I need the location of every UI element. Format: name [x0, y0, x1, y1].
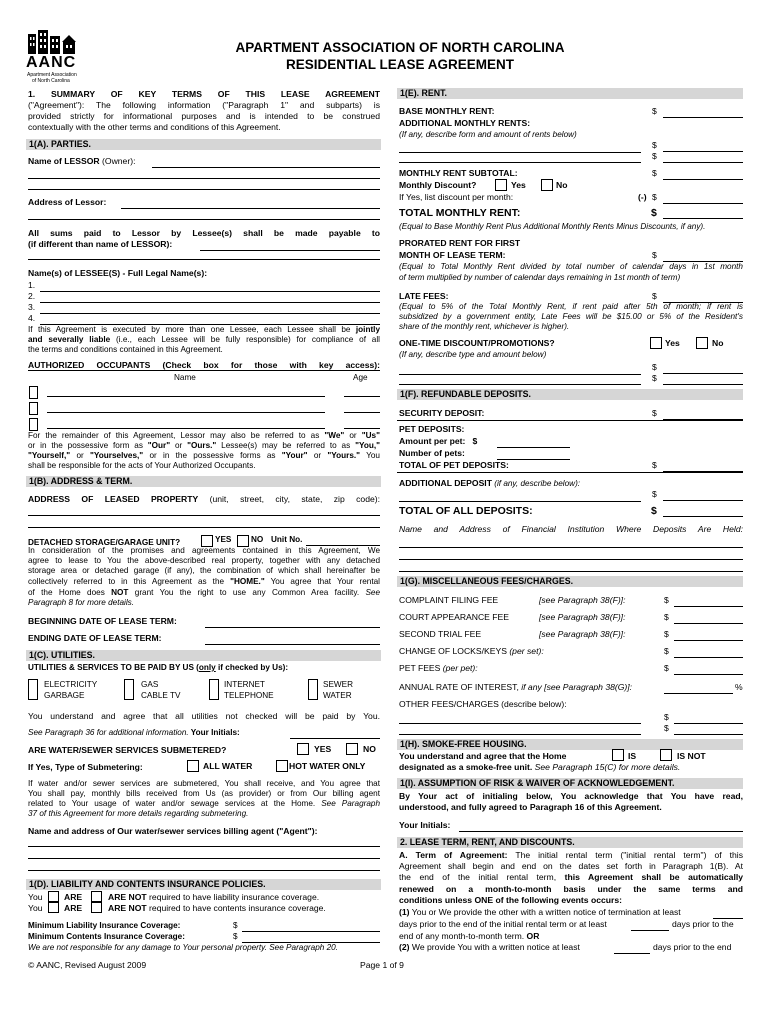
min-contents-label: Minimum Contents Insurance Coverage:: [28, 932, 185, 941]
liability-are-not-checkbox[interactable]: [91, 891, 102, 902]
gas-label: GAS: [141, 680, 159, 689]
complaint-fee-ref: [see Paragraph 38(F)]:: [539, 595, 626, 605]
you-label-1: You: [28, 892, 43, 902]
complaint-fee-dollar: $: [664, 595, 669, 605]
occupant-3-age-field[interactable]: [344, 428, 380, 429]
event-1-text-4: end of any month-to-month term. OR: [399, 931, 540, 941]
occupants-heading-underline: [28, 370, 380, 371]
summary-heading: 1. SUMMARY OF KEY TERMS OF THIS LEASE AGREEMENT: [28, 89, 380, 99]
notice-days-landlord-field[interactable]: [614, 943, 650, 954]
summary-text-1: ("Agreement"): The following information ("Paragraph 1" and subparts) is: [28, 100, 380, 110]
pet-fees-dollar: $: [664, 663, 669, 673]
consideration-text-6: Paragraph 8 for more details.: [28, 598, 135, 607]
financial-institution-line-1[interactable]: [399, 547, 743, 548]
base-rent-label: BASE MONTHLY RENT:: [399, 106, 495, 116]
smoke-is-not-checkbox[interactable]: [660, 749, 672, 761]
financial-institution-line-2[interactable]: [399, 559, 743, 560]
discount-no-label: No: [556, 180, 568, 190]
pet-deposits-label: PET DEPOSITS:: [399, 424, 465, 434]
total-monthly-rent-label: TOTAL MONTHLY RENT:: [399, 207, 521, 219]
consideration-text-3: storage area or detached garage (if any), the combination of which shall hereinafter be: [28, 566, 380, 575]
lessee-1-field[interactable]: [40, 281, 380, 292]
submeter-no-checkbox[interactable]: [346, 743, 358, 755]
min-contents-dollar: $: [233, 932, 238, 941]
aanc-logo: [26, 26, 78, 90]
page-title: APARTMENT ASSOCIATION OF NORTH CAROLINA: [235, 40, 565, 55]
section-1f-deposits: 1(F). REFUNDABLE DEPOSITS.: [397, 389, 743, 400]
occupants-heading: AUTHORIZED OCCUPANTS (Check box for those with key access):: [28, 360, 380, 370]
number-of-pets-label: Number of pets:: [399, 448, 465, 458]
occupants-age-col: Age: [353, 373, 368, 382]
prorated-note-1: (Equal to Total Monthly Rent divided by total number of calendar days in 1st month: [399, 262, 743, 271]
number-of-pets-field[interactable]: [497, 449, 570, 460]
occupant-3-name-field[interactable]: [47, 428, 325, 429]
logo-wordmark: AANC: [26, 54, 77, 71]
payable-text-2: (if different than name of LESSOR):: [28, 239, 173, 249]
submeter-text-4: 37 of this Agreement for more details regarding submetering.: [28, 809, 249, 818]
billing-agent-line-2[interactable]: [28, 858, 380, 859]
pet-fees-label: PET FEES (per pet):: [399, 663, 478, 673]
second-trial-label: SECOND TRIAL FEE: [399, 629, 482, 639]
leased-address-line-2[interactable]: [28, 527, 380, 528]
second-trial-ref: [see Paragraph 38(F)]:: [539, 629, 626, 639]
consideration-text-2: agree to lease to You the above-described real property, together with any detached: [28, 556, 380, 565]
amount-per-pet-label: Amount per pet: $: [399, 436, 478, 446]
interest-percent: %: [735, 682, 743, 692]
electricity-label: ELECTRICITY: [44, 680, 98, 689]
court-fee-label: COURT APPEARANCE FEE: [399, 612, 509, 622]
additional-rents-label: ADDITIONAL MONTHLY RENTS:: [399, 118, 531, 128]
occupant-2-name-field[interactable]: [47, 412, 325, 413]
pet-divider: [397, 472, 743, 473]
risk-text-1: By Your act of initialing below, You acknowledge that You have read,: [399, 791, 743, 801]
risk-initials-field[interactable]: [459, 821, 743, 832]
billing-agent-line-1[interactable]: [28, 846, 380, 847]
total-monthly-rent-field[interactable]: [663, 208, 743, 219]
utilities-paid-label: UTILITIES & SERVICES TO BE PAID BY US (only if checked by Us):: [28, 663, 289, 672]
footer-page-number: Page 1 of 9: [360, 960, 404, 970]
smoke-is-not-label: IS NOT: [677, 751, 706, 761]
lessee-3-field[interactable]: [40, 303, 380, 314]
lessor-line-2[interactable]: [28, 178, 380, 179]
onetime-discount-label: ONE-TIME DISCOUNT/PROMOTIONS?: [399, 338, 555, 348]
building-icon: [26, 26, 78, 56]
lessee-4-field[interactable]: [40, 314, 380, 325]
other-fee-desc-2[interactable]: [399, 724, 641, 735]
additional-deposit-label: ADDITIONAL DEPOSIT (if any, describe below):: [399, 478, 581, 488]
lessee-num-1: 1.: [28, 280, 36, 290]
onetime-amount-1[interactable]: [663, 363, 743, 374]
joint-liability-text-2: and severally liable (i.e., each Lessee will be fully responsible) for compliance of all: [28, 335, 380, 344]
late-fees-note-1: (Equal to 5% of the Total Monthly Rent, if rent paid after 5th of month; if rent is: [399, 302, 743, 311]
security-deposit-dollar: $: [652, 408, 657, 418]
consideration-text-4: collectively referred to in this Agreement as the "HOME." You agree that Your rental: [28, 577, 381, 586]
contents-are-not-text: ARE NOT required to have contents insurance coverage.: [108, 903, 326, 913]
interest-rate-field[interactable]: [664, 683, 733, 694]
late-fees-note-2: subsidized by a government entity, Late Fees will be $15.00 or 5% of the Resident's: [399, 312, 743, 321]
submeter-text-2: You shall pay, monthly bills received from Us (as provider) or from Our billing agent: [28, 789, 380, 798]
subtotal-dollar: $: [652, 168, 657, 178]
lessee-num-2: 2.: [28, 291, 36, 301]
event-1-text-2: days prior to the end of the initial rental term or at least: [399, 919, 607, 929]
security-deposit-label: SECURITY DEPOSIT:: [399, 408, 485, 418]
discount-yes-checkbox[interactable]: [495, 179, 507, 191]
submeter-text-3: related to Your usage of water and/or sewage services at the Home. See Paragraph: [28, 799, 381, 808]
occupants-name-col: Name: [174, 373, 196, 382]
summary-text-3: contextually with the other terms and conditions of this Agreement.: [28, 122, 281, 132]
contents-are-not-checkbox[interactable]: [91, 902, 102, 913]
onetime-no-checkbox[interactable]: [696, 337, 708, 349]
lessee-num-4: 4.: [28, 313, 36, 323]
term-agreement-text-5: conditions unless ONE of the following events occurs:: [399, 895, 622, 905]
all-water-checkbox[interactable]: [187, 760, 199, 772]
subtotal-field[interactable]: [663, 169, 743, 180]
list-discount-label: If Yes, list discount per month:: [399, 192, 514, 202]
submeter-yes-label: YES: [314, 744, 332, 754]
other-fee-amount-2[interactable]: [674, 724, 743, 735]
financial-institution-line-3[interactable]: [399, 571, 743, 572]
submeter-text-1: If water and/or sewer services are submetered, You shall receive, and You agree that: [28, 779, 380, 788]
consideration-text-1: In consideration of the promises and agreements contained in this Agreement, We: [28, 546, 380, 555]
logo-subtitle-2: of North Carolina: [32, 78, 70, 84]
submeter-type-label: If Yes, Type of Submetering:: [28, 762, 143, 772]
you-label-2: You: [28, 903, 43, 913]
late-fees-note-3: share of the monthly rent, whichever is higher).: [399, 322, 570, 331]
onetime-no-label: No: [712, 338, 724, 348]
addl-rent-amount-1[interactable]: [663, 141, 743, 152]
notice-days-month-field[interactable]: [631, 920, 669, 931]
electricity-checkbox[interactable]: [28, 679, 38, 700]
all-water-label: ALL WATER: [203, 761, 253, 771]
total-monthly-rent-dollar: $: [651, 207, 657, 219]
prorated-dollar: $: [652, 250, 657, 260]
other-fee-desc-1[interactable]: [399, 713, 641, 724]
see-paragraph-36: See Paragraph 36 for additional information. Your Initials:: [28, 728, 240, 737]
footer-copyright: © AANC, Revised August 2009: [28, 960, 147, 970]
joint-liability-text-1: If this Agreement is executed by more than one Lessee, each Lessee shall be jointly: [28, 325, 381, 334]
unit-no-label: Unit No.: [271, 535, 303, 544]
prorated-label-1: PRORATED RENT FOR FIRST: [399, 238, 521, 248]
total-deposits-field[interactable]: [663, 506, 743, 517]
discount-yes-label: Yes: [511, 180, 526, 190]
logo-subtitle-1: Apartment Association: [27, 72, 77, 78]
lessor-address-line-2[interactable]: [28, 219, 380, 220]
base-rent-field[interactable]: [663, 107, 743, 118]
discount-amount-field[interactable]: [663, 193, 743, 204]
leased-address-label: ADDRESS OF LEASED PROPERTY (unit, street, city, state, zip code):: [28, 494, 380, 504]
occupant-1-age-field[interactable]: [344, 396, 380, 397]
late-fees-label: LATE FEES:: [399, 291, 449, 301]
event-2-text-1: (2) We provide You with a written notice at least: [399, 942, 580, 952]
event-1-text-3: days prior to the: [672, 919, 734, 929]
submeter-question: ARE WATER/SEWER SERVICES SUBMETERED?: [28, 745, 227, 755]
occupant-1-name-field[interactable]: [47, 396, 325, 397]
total-deposits-dollar: $: [651, 505, 657, 517]
addl-rent-amount-2[interactable]: [663, 152, 743, 163]
section-1g-fees: 1(G). MISCELLANEOUS FEES/CHARGES.: [397, 576, 743, 587]
late-fees-dollar: $: [652, 291, 657, 301]
term-agreement-text-3: the end of the initial rental term, this Agreement shall be automatically: [399, 872, 743, 882]
other-fee-amount-1[interactable]: [674, 713, 743, 724]
onetime-amount-2[interactable]: [663, 374, 743, 385]
remainder-text-1: For the remainder of this Agreement, Lessor may also be referred to as "We" or "Us": [28, 431, 380, 440]
addl-deposit-amount[interactable]: [663, 490, 743, 501]
billing-agent-line-3[interactable]: [28, 870, 380, 871]
water-label: WATER: [323, 691, 352, 700]
beginning-date-label: BEGINNING DATE OF LEASE TERM:: [28, 616, 177, 626]
onetime-dollar-1: $: [652, 362, 657, 372]
smoke-free-text-1: You understand and agree that the Home: [399, 751, 567, 761]
lessor-address-label: Address of Lessor:: [28, 197, 107, 207]
smoke-is-checkbox[interactable]: [612, 749, 624, 761]
event-2-text-2: days prior to the end: [653, 942, 732, 952]
lessor-line-3[interactable]: [28, 189, 380, 190]
financial-institution-label: Name and Address of Financial Institution Where Deposits Are Held:: [399, 524, 743, 534]
onetime-dollar-2: $: [652, 373, 657, 383]
additional-rents-note: (If any, describe form and amount of rents below): [399, 130, 577, 139]
risk-text-2: understood, and fully agreed to Paragraph 16 of this Agreement.: [399, 802, 662, 812]
beginning-date-field[interactable]: [205, 617, 380, 628]
second-trial-dollar: $: [664, 629, 669, 639]
storage-no-label: NO: [251, 535, 264, 544]
section-1c-utilities: 1(C). UTILITIES.: [26, 650, 381, 661]
not-responsible-text: We are not responsible for any damage to Your personal property. See Paragraph 20.: [28, 943, 338, 952]
second-trial-field[interactable]: [674, 630, 743, 641]
term-agreement-text-4: renewed on a month-to-month basis under the same terms and: [399, 884, 743, 894]
hot-water-checkbox[interactable]: [276, 760, 288, 772]
security-deposit-field[interactable]: [663, 409, 743, 420]
leased-address-line-1[interactable]: [28, 515, 380, 516]
payable-line-2[interactable]: [28, 259, 380, 260]
smoke-is-label: IS: [628, 751, 637, 761]
payable-text-1: All sums paid to Lessor by Lessee(s) shall be made payable to: [28, 228, 380, 238]
court-fee-ref: [see Paragraph 38(F)]:: [539, 612, 626, 622]
addl-rent-dollar-2: $: [652, 151, 657, 161]
internet-checkbox[interactable]: [209, 679, 219, 700]
ending-date-label: ENDING DATE OF LEASE TERM:: [28, 633, 162, 643]
min-contents-field[interactable]: [242, 932, 380, 943]
complaint-fee-field[interactable]: [674, 596, 743, 607]
pet-fees-field[interactable]: [674, 664, 743, 675]
interest-rate-label: ANNUAL RATE OF INTEREST, if any [see Paragraph 38(G)]:: [399, 682, 633, 692]
total-deposits-label: TOTAL OF ALL DEPOSITS:: [399, 505, 533, 517]
term-agreement-text-2: Agreement shall begin and end on the dates set forth in Paragraph 1(B). At: [399, 861, 743, 871]
locks-fee-field[interactable]: [674, 647, 743, 658]
addl-deposit-desc[interactable]: [399, 491, 641, 502]
summary-text-2: provided strictly for informational purposes and is intended to be construed: [28, 111, 380, 121]
ending-date-field[interactable]: [205, 634, 380, 645]
liability-are-checkbox[interactable]: [48, 891, 59, 902]
lessees-label: Name(s) of LESSEE(S) - Full Legal Name(s):: [28, 268, 208, 278]
section-1h-smoke-free: 1(H). SMOKE-FREE HOUSING.: [397, 739, 743, 750]
onetime-yes-label: Yes: [665, 338, 680, 348]
onetime-yes-checkbox[interactable]: [650, 337, 662, 349]
sewer-label: SEWER: [323, 680, 354, 689]
discount-minus: (-): [638, 192, 647, 202]
internet-label: INTERNET: [224, 680, 265, 689]
cable-tv-label: CABLE TV: [141, 691, 181, 700]
discount-label: Monthly Discount?: [399, 180, 477, 190]
submeter-yes-checkbox[interactable]: [297, 743, 309, 755]
discount-no-checkbox[interactable]: [541, 179, 553, 191]
gas-checkbox[interactable]: [124, 679, 134, 700]
addl-rent-desc-2[interactable]: [399, 152, 641, 163]
remainder-text-4: shall be responsible for the acts of Your Authorized Occupants.: [28, 461, 256, 470]
joint-liability-text-3: the terms and conditions contained in this Agreement.: [28, 345, 223, 354]
total-pet-deposits-label: TOTAL OF PET DEPOSITS:: [399, 460, 509, 470]
lessee-2-field[interactable]: [40, 292, 380, 303]
telephone-label: TELEPHONE: [224, 691, 274, 700]
other-fees-label: OTHER FEES/CHARGES (describe below):: [399, 699, 567, 709]
payable-to-field[interactable]: [200, 240, 380, 251]
section-1a-parties: 1(A). PARTIES.: [26, 139, 381, 150]
liability-are-not-text: ARE NOT required to have liability insurance coverage.: [108, 892, 320, 902]
garbage-label: GARBAGE: [44, 691, 85, 700]
occupant-2-age-field[interactable]: [344, 412, 380, 413]
lessor-name-field[interactable]: [152, 157, 380, 168]
min-liability-dollar: $: [233, 921, 238, 930]
notice-days-initial-field[interactable]: [713, 908, 743, 919]
total-pet-deposits-field[interactable]: [663, 461, 743, 472]
consideration-text-5: of the Home does NOT grant You the right to use any Common Area facility. See: [28, 588, 381, 597]
risk-initials-label: Your Initials:: [399, 820, 451, 830]
unit-no-field[interactable]: [306, 535, 380, 546]
remainder-text-2: or in the possessive form as "Our" or "Ours." Lessee(s) may be referred to as "You,": [28, 441, 380, 450]
min-liability-field[interactable]: [242, 921, 380, 932]
onetime-note: (If any, describe type and amount below): [399, 350, 547, 359]
section-1i-risk: 1(I). ASSUMPTION OF RISK & WAIVER OF ACKNOWLEDGEMENT.: [397, 778, 743, 789]
occupant-1-key-checkbox[interactable]: [29, 386, 38, 399]
section-1d-insurance: 1(D). LIABILITY AND CONTENTS INSURANCE POLICIES.: [26, 879, 381, 890]
court-fee-field[interactable]: [674, 613, 743, 624]
section-2-lease-term: 2. LEASE TERM, RENT, AND DISCOUNTS.: [397, 837, 743, 848]
addl-rent-dollar-1: $: [652, 140, 657, 150]
complaint-fee-label: COMPLAINT FILING FEE: [399, 595, 499, 605]
smoke-free-text-2: designated as a smoke-free unit. See Paragraph 15(C) for more details.: [399, 762, 681, 772]
subtotal-label: MONTHLY RENT SUBTOTAL:: [399, 168, 518, 178]
prorated-label-2: MONTH OF LEASE TERM:: [399, 250, 506, 260]
base-rent-dollar: $: [652, 106, 657, 116]
billing-agent-label: Name and address of Our water/sewer services billing agent ("Agent"):: [28, 826, 318, 836]
occupant-2-key-checkbox[interactable]: [29, 402, 38, 415]
lessor-label: Name of LESSOR (Owner):: [28, 156, 136, 166]
submeter-no-label: NO: [363, 744, 376, 754]
liability-are-label: ARE: [64, 892, 83, 902]
occupant-3-key-checkbox[interactable]: [29, 418, 38, 431]
lessor-address-field[interactable]: [121, 198, 380, 209]
hot-water-label: HOT WATER ONLY: [289, 761, 366, 771]
min-liability-label: Minimum Liability Insurance Coverage:: [28, 921, 181, 930]
total-monthly-rent-note: (Equal to Base Monthly Rent Plus Additional Monthly Rents Minus Discounts, if any).: [399, 222, 706, 231]
contents-are-label: ARE: [64, 903, 83, 913]
page-subtitle: RESIDENTIAL LEASE AGREEMENT: [285, 57, 515, 72]
storage-label: DETACHED STORAGE/GARAGE UNIT?: [28, 538, 181, 547]
locks-fee-label: CHANGE OF LOCKS/KEYS (per set):: [399, 646, 544, 656]
section-1e-rent: 1(E). RENT.: [397, 88, 743, 99]
security-divider: [397, 420, 743, 421]
court-fee-dollar: $: [664, 612, 669, 622]
prorated-note-2: of term multiplied by number of calendar days remaining in 1st month of term): [399, 273, 681, 282]
prorated-field[interactable]: [663, 251, 743, 262]
storage-yes-label: YES: [215, 535, 232, 544]
sewer-checkbox[interactable]: [308, 679, 318, 700]
discount-dollar: $: [652, 192, 657, 202]
lessee-num-3: 3.: [28, 302, 36, 312]
section-1b-address: 1(B). ADDRESS & TERM.: [26, 476, 381, 487]
locks-fee-dollar: $: [664, 646, 669, 656]
event-1-text-1: (1) You or We provide the other with a written notice of termination at least: [399, 907, 681, 917]
contents-are-checkbox[interactable]: [48, 902, 59, 913]
other-fee-dollar-1: $: [664, 712, 669, 722]
utilities-understand-text: You understand and agree that all utilities not checked will be paid by You.: [28, 711, 380, 721]
total-pet-dollar: $: [652, 460, 657, 470]
addl-deposit-dollar: $: [652, 489, 657, 499]
amount-per-pet-field[interactable]: [497, 437, 570, 448]
other-fee-dollar-2: $: [664, 723, 669, 733]
remainder-text-3: "Yourself," or "Yourselves," or in the possessive forms as "Your" or "Yours." You: [28, 451, 380, 460]
term-agreement-text-1: A. Term of Agreement: The initial rental term ("initial rental term") of this: [399, 850, 743, 860]
utilities-initials-field[interactable]: [290, 728, 380, 739]
onetime-desc-2[interactable]: [399, 374, 641, 385]
